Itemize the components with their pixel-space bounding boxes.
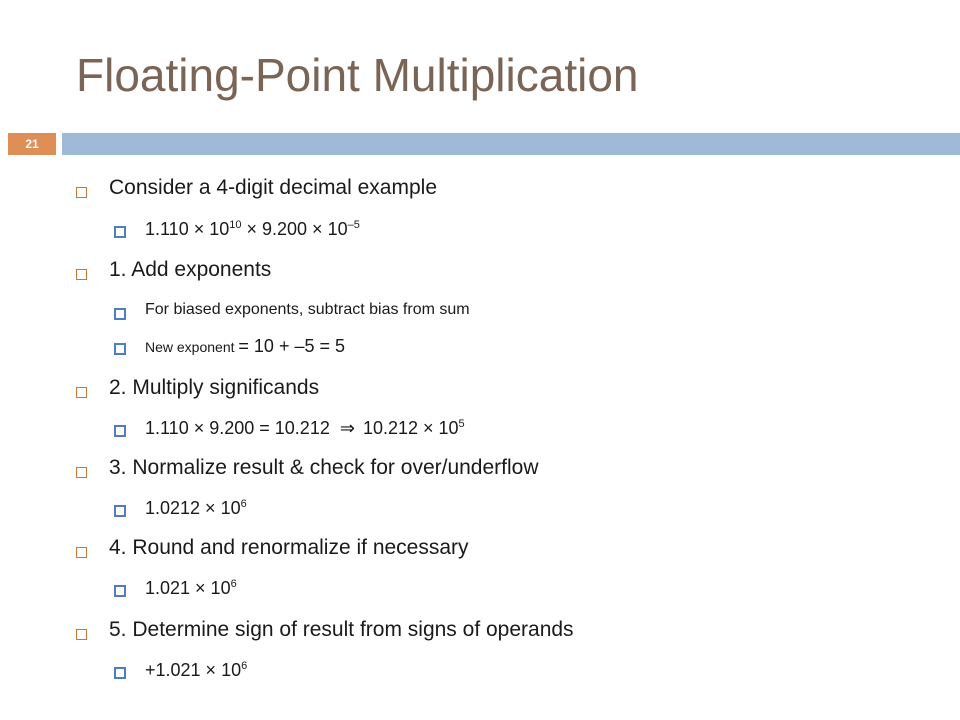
filled-square-bullet-icon (114, 343, 126, 355)
slide-number: 21 (8, 133, 56, 155)
sub-bullet-text: $+1.021 \times 10^6$ (145, 660, 248, 680)
filled-square-bullet-icon (114, 308, 126, 320)
sub-bullet-text: $1.021 \times 10^6$ (145, 578, 237, 598)
bullet-text: Consider a 4-digit decimal example (109, 176, 437, 199)
sub-bullet-text: $1.110 \times 10^{10} \times 9.200 \times 10^{-5}$ (145, 219, 360, 239)
sub-bullet-text: $1.0212 \times 10^6$ (145, 498, 247, 518)
implies-arrow-icon: ⇒ (339, 418, 355, 438)
square-bullet-icon (76, 629, 87, 640)
bullet-text: 1. Add exponents (109, 258, 272, 281)
filled-square-bullet-icon (114, 667, 126, 679)
header-rule (62, 133, 960, 155)
square-bullet-icon (76, 387, 87, 398)
filled-square-bullet-icon (114, 505, 126, 517)
sub-bullet-text: 1.110 × 9.200 = 10.212 ⇒ $10.212 \times 10^5$ (145, 418, 465, 438)
bullet-text: 4. Round and renormalize if necessary (109, 536, 469, 559)
bullet-text: 2. Multiply significands (109, 376, 320, 399)
square-bullet-icon (76, 269, 87, 280)
sub-bullet-text: For biased exponents, subtract bias from sum (145, 301, 470, 318)
bullet-text: 5. Determine sign of result from signs of operands (109, 618, 574, 641)
bullet-text: 3. Normalize result & check for over/underflow (109, 456, 539, 479)
square-bullet-icon (76, 187, 87, 198)
square-bullet-icon (76, 467, 87, 478)
sub-bullet-text: New exponent = 10 + –5 = 5 (145, 336, 345, 356)
filled-square-bullet-icon (114, 585, 126, 597)
filled-square-bullet-icon (114, 425, 126, 437)
filled-square-bullet-icon (114, 226, 126, 238)
slide-title: Floating-Point Multiplication (76, 49, 639, 101)
square-bullet-icon (76, 547, 87, 558)
